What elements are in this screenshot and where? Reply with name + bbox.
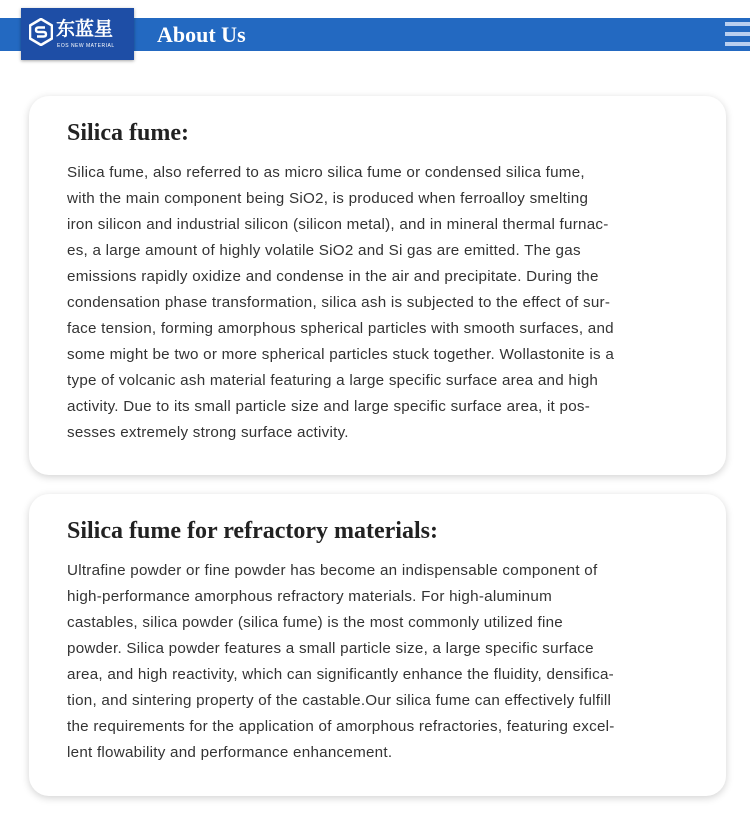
section-body: [67, 558, 688, 766]
body-line: Silica fume, also referred to as micro silica fume or condensed silica fume,: [67, 164, 585, 181]
body-line: sesses extremely strong surface activity.: [67, 424, 349, 441]
body-line: area, and high reactivity, which can significantly enhance the fluidity, densifica-: [67, 666, 614, 683]
body-line: castables, silica powder (silica fume) is the most commonly utilized fine: [67, 614, 563, 631]
body-line: es, a large amount of highly volatile SiO2 and Si gas are emitted. The gas: [67, 242, 581, 259]
logo-name-en: EOS NEW MATERIAL: [57, 43, 115, 49]
section-card-refractory: [29, 494, 726, 796]
body-line: lent flowability and performance enhancement.: [67, 744, 393, 761]
body-line: tion, and sintering property of the castable.Our silica fume can effectively fulfill: [67, 692, 612, 709]
hamburger-menu-icon-line: [725, 22, 750, 26]
body-line: type of volcanic ash material featuring a large specific surface area and high: [67, 372, 599, 389]
body-line: iron silicon and industrial silicon (silicon metal), and in mineral thermal furnac-: [67, 216, 609, 233]
body-line: emissions rapidly oxidize and condense in the air and precipitate. During the: [67, 268, 599, 285]
hamburger-menu-icon-line: [725, 42, 750, 46]
logo[interactable]: [21, 8, 134, 60]
body-line: high-performance amorphous refractory materials. For high-aluminum: [67, 588, 552, 605]
section-card-silica-fume: [29, 96, 726, 475]
body-line: Ultrafine powder or fine powder has become an indispensable component of: [67, 562, 598, 579]
body-line: condensation phase transformation, silica ash is subjected to the effect of sur-: [67, 294, 611, 311]
body-line: activity. Due to its small particle size and large specific surface area, it pos-: [67, 398, 591, 415]
section-body: [67, 160, 688, 446]
section-heading: Silica fume for refractory materials:: [67, 518, 438, 544]
body-line: the requirements for the application of amorphous refractories, featuring excel-: [67, 718, 615, 735]
menu-button[interactable]: [725, 22, 750, 47]
hamburger-menu-icon-line: [725, 32, 750, 36]
body-line: with the main component being SiO2, is produced when ferroalloy smelting: [67, 190, 589, 207]
section-heading: Silica fume:: [67, 120, 189, 146]
logo-hexagon-icon: [29, 18, 53, 46]
body-line: powder. Silica powder features a small particle size, a large specific surface: [67, 640, 594, 657]
body-line: some might be two or more spherical particles stuck together. Wollastonite is a: [67, 346, 615, 363]
body-line: face tension, forming amorphous spherical particles with smooth surfaces, and: [67, 320, 614, 337]
page-title: About Us: [157, 22, 246, 47]
logo-name-cn: 东蓝星: [56, 18, 114, 40]
